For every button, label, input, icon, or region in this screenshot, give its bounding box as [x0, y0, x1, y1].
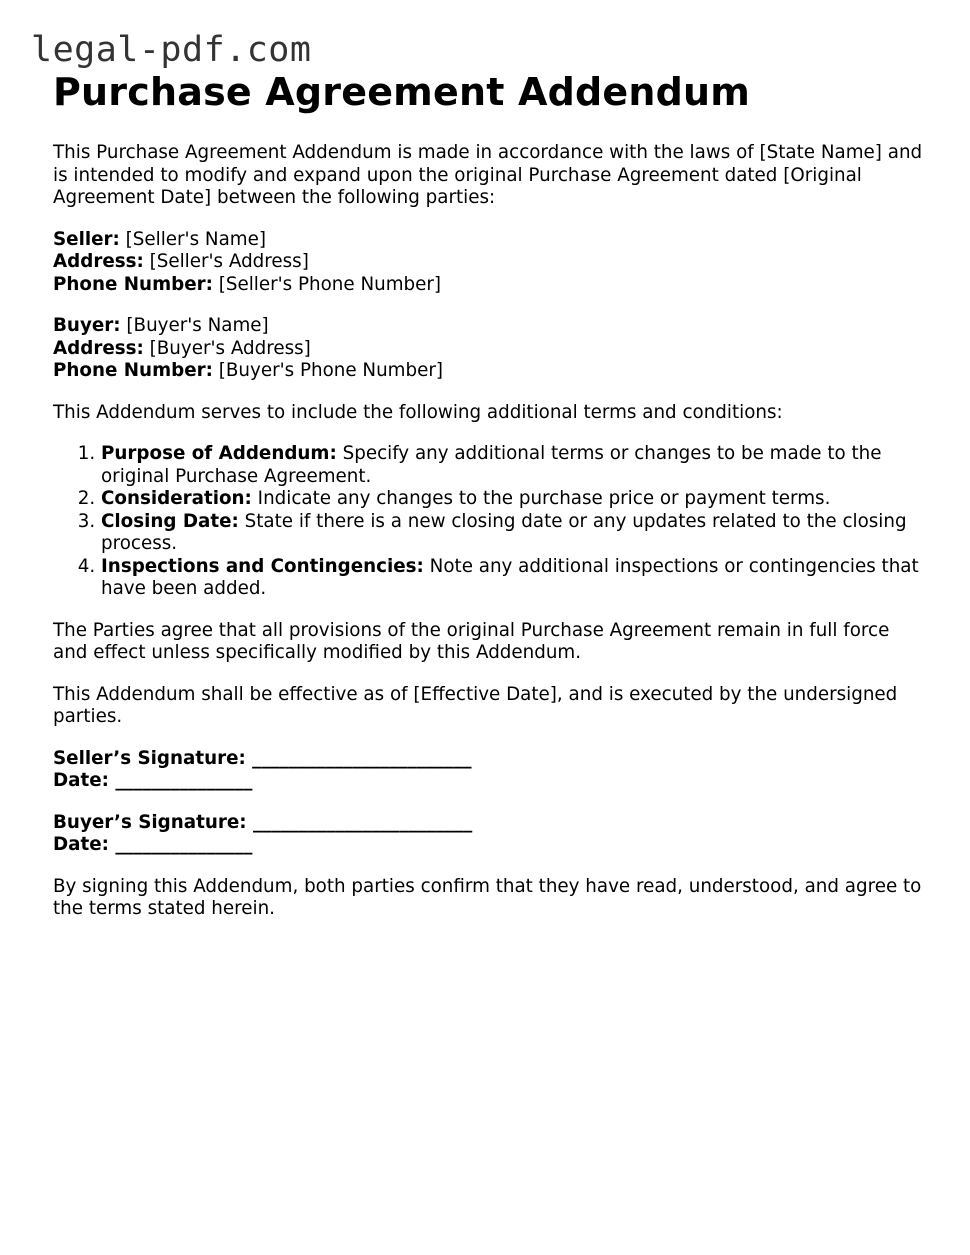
list-item	[101, 556, 923, 601]
seller-name-value: [Seller's Name]	[119, 228, 266, 250]
seller-details	[53, 229, 923, 297]
term-label: Consideration:	[101, 488, 252, 509]
buyer-phone-value: [Buyer's Phone Number]	[212, 360, 443, 381]
buyer-name-row	[53, 315, 923, 338]
term-text: Specify any additional terms or changes to be made to the original Purchase Agreement.	[101, 443, 882, 487]
buyer-name-value: [Buyer's Name]	[120, 315, 269, 336]
intro-paragraph: This Purchase Agreement Addendum is made in accordance with the laws of [State Name] and is intended to modify and expand upon the original Purchase Agreement dated [Original Agreement Date] between the following parties:	[53, 142, 923, 208]
buyer-signature-label: Buyer’s Signature: ________________________	[53, 811, 473, 833]
seller-date-label: Date: _______________	[53, 770, 253, 791]
seller-name-label: Seller:	[53, 228, 120, 250]
terms-intro: This Addendum serves to include the following additional terms and conditions:	[53, 401, 783, 423]
site-watermark: legal-pdf.com	[31, 30, 312, 70]
seller-phone-value: [Seller's Phone Number]	[212, 273, 442, 295]
term-label: Purpose of Addendum:	[101, 443, 337, 464]
buyer-date-line	[53, 834, 923, 857]
buyer-address-row	[53, 338, 923, 361]
buyer-address-value: [Buyer's Address]	[143, 337, 311, 359]
effective-paragraph: This Addendum shall be effective as of [Effective Date], and is executed by the undersigned parties.	[53, 683, 898, 727]
buyer-date-label: Date: _______________	[53, 834, 253, 855]
seller-signature-block	[53, 748, 923, 793]
buyer-name-label: Buyer:	[53, 315, 121, 336]
list-item	[101, 488, 923, 511]
seller-signature-label: Seller’s Signature: ________________________	[53, 747, 472, 769]
list-item	[101, 511, 923, 556]
seller-address-row	[53, 251, 923, 274]
buyer-signature-line	[53, 812, 923, 835]
seller-address-value: [Seller's Address]	[143, 251, 309, 272]
seller-address-label: Address:	[53, 251, 144, 272]
seller-signature-line	[53, 748, 923, 771]
provisions-paragraph: The Parties agree that all provisions of the original Purchase Agreement remain in full force and effect unless specifically modified by this Addendum.	[53, 619, 890, 663]
term-text: Note any additional inspections or contingencies that have been added.	[101, 555, 919, 599]
terms-list	[53, 443, 923, 601]
buyer-phone-label: Phone Number:	[53, 360, 213, 381]
buyer-phone-row	[53, 360, 923, 383]
term-label: Inspections and Contingencies:	[101, 555, 424, 577]
term-text: Indicate any changes to the purchase price or payment terms.	[251, 488, 831, 509]
buyer-address-label: Address:	[53, 337, 144, 359]
closing-paragraph: By signing this Addendum, both parties confirm that they have read, understood, and agree to the terms stated herein.	[53, 875, 922, 919]
list-item	[101, 443, 923, 488]
document-title: Purchase Agreement Addendum	[53, 70, 751, 114]
seller-phone-label: Phone Number:	[53, 273, 213, 295]
seller-phone-row	[53, 274, 923, 297]
buyer-signature-block	[53, 812, 923, 857]
buyer-details	[53, 315, 923, 383]
term-text: State if there is a new closing date or any updates related to the closing process.	[101, 510, 907, 554]
seller-date-line	[53, 770, 923, 793]
term-label: Closing Date:	[101, 510, 239, 532]
document-page	[53, 66, 923, 940]
seller-name-row	[53, 229, 923, 252]
